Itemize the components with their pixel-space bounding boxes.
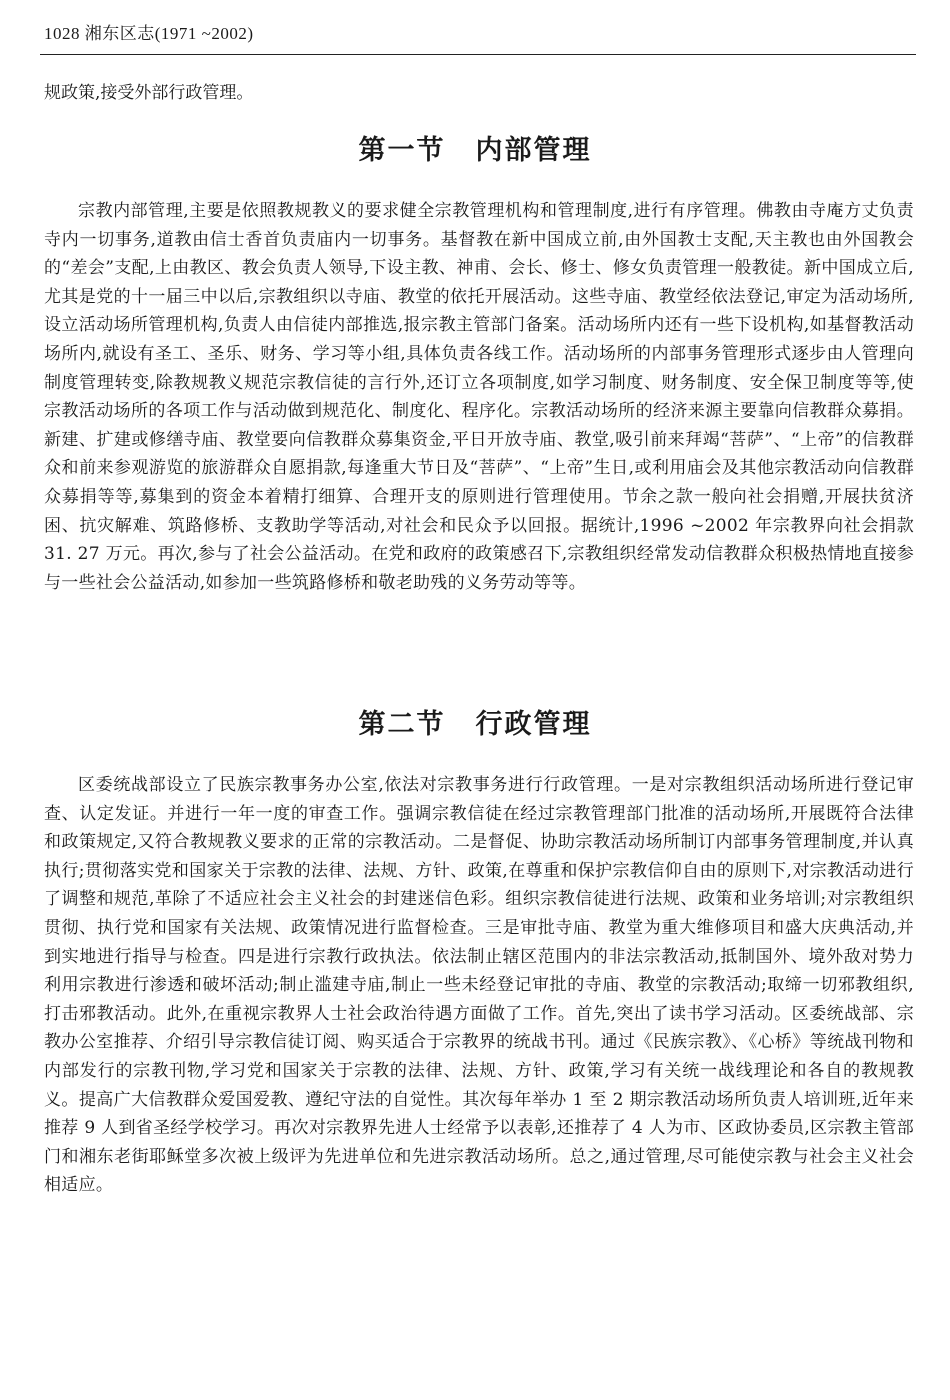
section-body-administrative-management: 区委统战部设立了民族宗教事务办公室,依法对宗教事务进行行政管理。一是对宗教组织活动场所进行登记审查、认定发证。并进行一年一度的审查工作。强调宗教信徒在经过宗教管理部门批准的活动场所,开展既符合法律和政策规定,又符合教规教义要求的正常的宗教活动。二是督促、协助宗教活动场所制订内部事务管理制度,并认真执行;贯彻落实党和国家关于宗教的法律、法规、方针、政策,在尊重和保护宗教信仰自由的原则下,对宗教活动进行了调整和规范,革除了不适应社会主义社会的封建迷信色彩。组织宗教信徒进行法规、政策和业务培训;对宗教组织贯彻、执行党和国家有关法规、政策情况进行监督检查。三是审批寺庙、教堂为重大维修项目和盛大庆典活动,并到实地进行指导与检查。四是进行宗教行政执法。依法制止辖区范围内的非法宗教活动,抵制国外、境外敌对势力利用宗教进行渗透和破坏活动;制止滥建寺庙,制止一些未经登记审批的寺庙、教堂的宗教活动;取缔一切邪教组织,打击邪教活动。此外,在重视宗教界人士社会政治待遇方面做了工作。首先,突出了读书学习活动。区委统战部、宗教办公室推荐、介绍引导宗教信徒订阅、购买适合于宗教界的统战书刊。通过《民族宗教》、《心桥》等统战刊物和内部发行的宗教刊物,学习党和国家关于宗教的法律、法规、方针、政策,学习有关统一战线理论和各自的教规教义。提高广大信教群众爱国爱教、遵纪守法的自觉性。其次每年举办 1 至 2 期宗教活动场所负责人培训班,近年来推荐 9 人到省圣经学校学习。再次对宗教界先进人士经常予以表彰,还推荐了 4 人为市、区政协委员,区宗教主管部门和湘东老街耶稣堂多次被上级评为先进单位和先进宗教活动场所。总之,通过管理,尽可能使宗教与社会主义社会相适应。 — [44, 775, 914, 1196]
running-head: 1028 湘东区志(1971 ~2002) — [44, 24, 254, 43]
header-rule — [40, 54, 916, 55]
continued-text: 规政策,接受外部行政管理。 — [44, 83, 254, 103]
section-heading-administrative-management — [0, 707, 950, 743]
section-heading-internal-management — [0, 133, 950, 169]
section-number: 第二节 — [358, 709, 446, 740]
section-body-internal-management: 宗教内部管理,主要是依照教规教义的要求健全宗教管理机构和管理制度,进行有序管理。佛教由寺庵方丈负责寺内一切事务,道教由信士香首负责庙内一切事务。基督教在新中国成立前,由外国教士支配,天主教也由外国教会的“差会”支配,上由教区、教会负责人领导,下设主教、神甫、会长、修士、修女负责管理一般教徒。新中国成立后,尤其是党的十一届三中以后,宗教组织以寺庙、教堂的依托开展活动。这些寺庙、教堂经依法登记,审定为活动场所,设立活动场所管理机构,负责人由信徒内部推选,报宗教主管部门备案。活动场所内还有一些下设机构,如基督教活动场所内,就设有圣工、圣乐、财务、学习等小组,具体负责各线工作。活动场所的内部事务管理形式逐步由人管理向制度管理转变,除教规教义规范宗教信徒的言行外,还订立各项制度,如学习制度、财务制度、安全保卫制度等等,使宗教活动场所的各项工作与活动做到规范化、制度化、程序化。宗教活动场所的经济来源主要靠向信教群众募捐。新建、扩建或修缮寺庙、教堂要向信教群众募集资金,平日开放寺庙、教堂,吸引前来拜竭“菩萨”、“上帝”的信教群众和前来参观游览的旅游群众自愿捐款,每逢重大节日及“菩萨”、“上帝”生日,或利用庙会及其他宗教活动向信教群众募捐等等,募集到的资金本着精打细算、合理开支的原则进行管理使用。节余之款一般向社会捐赠,开展扶贫济困、抗灾解难、筑路修桥、支教助学等活动,对社会和民众予以回报。据统计,1996 ~2002 年宗教界向社会捐款 31. 27 万元。再次,参与了社会公益活动。在党和政府的政策感召下,宗教组织经常发动信教群众积极热情地直接参与一些社会公益活动,如参加一些筑路修桥和敬老助残的义务劳动等等。 — [44, 201, 914, 593]
section-title: 行政管理 — [475, 709, 592, 740]
section-title: 内部管理 — [475, 135, 592, 166]
section-number: 第一节 — [358, 135, 446, 166]
